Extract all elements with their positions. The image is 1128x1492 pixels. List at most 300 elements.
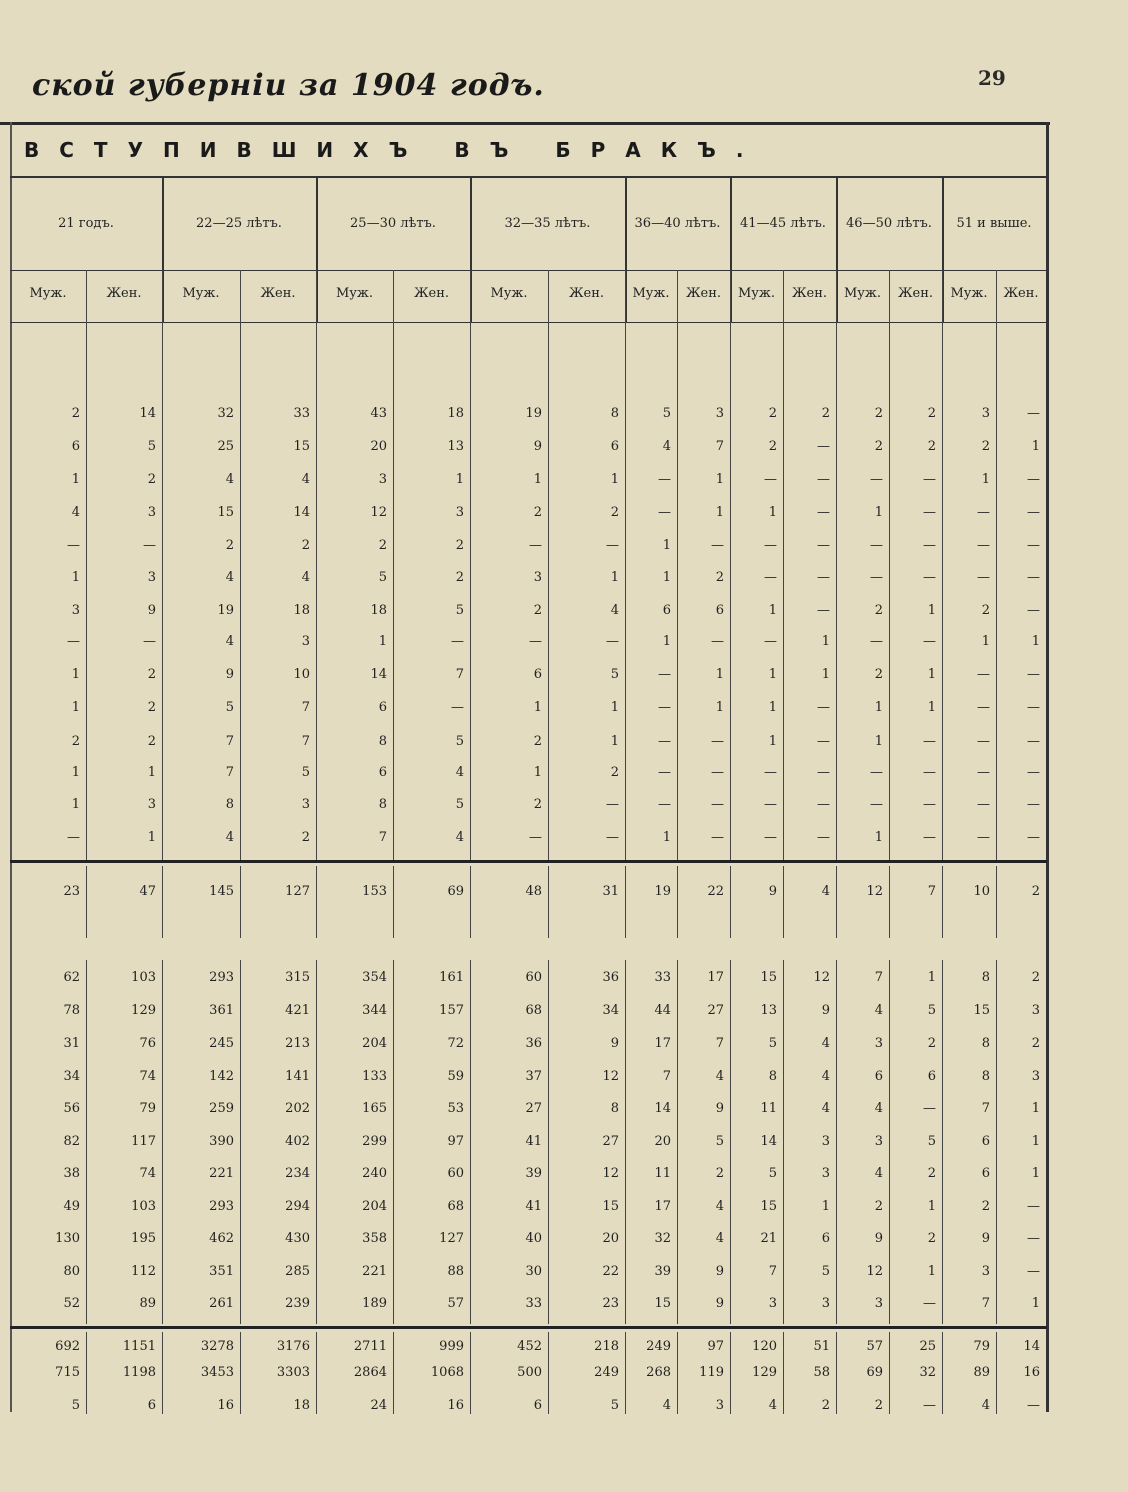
table-cell: 2 [768,439,777,454]
table-cell: 18 [447,406,464,421]
table-cell: 15 [293,439,310,454]
table-cell: 27 [602,1134,619,1149]
sex-column-separator [316,270,317,322]
table-cell: 221 [362,1264,387,1279]
table-cell: 3 [981,406,990,421]
table-cell: 38 [63,1166,80,1181]
table-cell: 2 [927,1036,936,1051]
table-cell: 7 [225,734,234,749]
table-cell: 3 [455,505,464,520]
table-cell: 213 [285,1036,310,1051]
table-cell: 1 [821,667,830,682]
column-rule [393,866,394,938]
table-cell: 245 [209,1036,234,1051]
column-rule [470,866,471,938]
table-cell: 5 [455,797,464,812]
column-rule [240,1332,241,1414]
sex-column-separator [942,270,943,322]
total-cell: 2711 [353,1339,387,1354]
table-cell: 299 [362,1134,387,1149]
table-cell: 4 [821,1069,830,1084]
table-cell: 2 [715,1166,724,1181]
table-cell: — [1027,734,1040,749]
table-cell: 19 [217,603,234,618]
total-cell: — [923,1398,936,1413]
table-cell: 68 [525,1003,542,1018]
table-cell: — [658,734,671,749]
total-cell: 2 [874,1398,883,1413]
table-cell: 2 [610,505,619,520]
total-cell: 25 [919,1339,936,1354]
table-cell: 30 [525,1264,542,1279]
column-rule [86,1332,87,1414]
table-cell: 6 [71,439,80,454]
total-cell: 452 [517,1339,542,1354]
table-cell: 3 [874,1134,883,1149]
table-cell: 103 [131,970,156,985]
table-cell: — [529,830,542,845]
column-rule [889,866,890,938]
table-cell: 40 [525,1231,542,1246]
table-cell: 3 [378,472,387,487]
table-cell: 36 [525,1036,542,1051]
table-cell: 56 [63,1101,80,1116]
table-cell: 127 [439,1231,464,1246]
table-cell: 9 [225,667,234,682]
total-cell: 119 [699,1365,724,1380]
age-group-header: 25—30 лѣтъ. [350,216,436,231]
table-cell: 3 [301,797,310,812]
table-cell: 9 [715,1264,724,1279]
column-rule [240,866,241,938]
table-cell: 3 [147,505,156,520]
column-rule [316,960,317,1324]
table-cell: 5 [768,1036,777,1051]
table-cell: 2 [533,797,542,812]
table-cell: 3 [821,1134,830,1149]
table-cell: — [711,765,724,780]
table-cell: 1 [610,570,619,585]
table-cell: — [923,472,936,487]
table-cell: 4 [715,1199,724,1214]
total-cell: — [1027,1398,1040,1413]
column-rule [548,322,549,860]
table-cell: 15 [602,1199,619,1214]
table-cell: — [606,797,619,812]
table-cell: 4 [225,634,234,649]
table-cell: 1 [71,700,80,715]
table-cell: 3 [874,1036,883,1051]
table-cell: 7 [715,1036,724,1051]
subtotal-cell: 9 [768,884,777,899]
table-cell: — [817,603,830,618]
table-cell: 79 [139,1101,156,1116]
subtotal-cell: 145 [209,884,234,899]
table-cell: 3 [147,570,156,585]
sex-column-separator [783,270,784,322]
table-cell: 5 [455,603,464,618]
table-cell: — [606,830,619,845]
table-cell: — [1027,1264,1040,1279]
total-cell: 6 [147,1398,156,1413]
table-cell: — [1027,406,1040,421]
column-rule [316,866,317,938]
table-cell: 9 [981,1231,990,1246]
table-cell: — [870,634,883,649]
page-title: ской губерніи за 1904 годъ. [32,68,545,103]
table-cell: — [923,570,936,585]
subtotal-cell: 10 [973,884,990,899]
table-cell: — [658,472,671,487]
table-cell: 59 [447,1069,464,1084]
subtotal-cell: 69 [447,884,464,899]
sex-column-separator [677,270,678,322]
table-cell: 5 [768,1166,777,1181]
table-banner: ВСТУПИВШИХЪ ВЪ БРАКЪ. [24,138,764,162]
table-cell: 4 [225,830,234,845]
total-cell: 51 [813,1339,830,1354]
table-cell: 4 [662,439,671,454]
table-cell: 293 [209,970,234,985]
table-cell: 88 [447,1264,464,1279]
table-cell: 5 [715,1134,724,1149]
total-cell: 16 [447,1398,464,1413]
table-cell: 5 [927,1134,936,1149]
table-cell: 6 [378,700,387,715]
table-cell: — [764,830,777,845]
table-cell: — [870,570,883,585]
table-cell: 3 [147,797,156,812]
column-rule [393,960,394,1324]
column-rule [162,866,163,938]
table-cell: 2 [768,406,777,421]
subtotal-cell: 127 [285,884,310,899]
table-cell: 52 [63,1296,80,1311]
total-cell: 500 [517,1365,542,1380]
table-cell: 9 [874,1231,883,1246]
table-cell: 3 [71,603,80,618]
table-cell: — [870,765,883,780]
table-cell: 133 [362,1069,387,1084]
table-cell: 4 [874,1101,883,1116]
table-cell: — [143,538,156,553]
total-cell: 129 [752,1365,777,1380]
table-cell: 2 [147,472,156,487]
table-cell: 3 [1031,1003,1040,1018]
table-cell: 7 [981,1296,990,1311]
table-cell: — [451,700,464,715]
table-cell: 1 [927,603,936,618]
frame-top-rule [0,122,1050,125]
total-cell: 97 [707,1339,724,1354]
table-cell: 82 [63,1134,80,1149]
table-cell: 11 [654,1166,671,1181]
table-cell: 351 [209,1264,234,1279]
table-cell: 8 [610,1101,619,1116]
age-group-header: 51 и выше. [956,216,1032,231]
column-rule [240,960,241,1324]
header-group-rule [10,270,1047,271]
table-cell: 1 [768,505,777,520]
table-cell: 3 [768,1296,777,1311]
sex-column-header: Жен. [568,286,605,301]
total-cell: 1198 [122,1365,156,1380]
table-cell: — [658,797,671,812]
table-cell: — [817,570,830,585]
table-cell: 15 [760,970,777,985]
table-cell: 130 [55,1231,80,1246]
table-cell: 1 [610,472,619,487]
table-cell: — [529,634,542,649]
subtotal-cell: 48 [525,884,542,899]
table-cell: 27 [525,1101,542,1116]
table-cell: 6 [981,1166,990,1181]
table-cell: 1 [147,765,156,780]
table-cell: 285 [285,1264,310,1279]
banner-rule [10,176,1047,178]
sex-column-header: Муж. [632,286,670,301]
table-cell: 12 [602,1069,619,1084]
table-cell: 14 [139,406,156,421]
table-cell: — [1027,472,1040,487]
column-rule [162,322,163,860]
table-cell: 390 [209,1134,234,1149]
table-cell: 4 [455,765,464,780]
table-cell: 1 [715,700,724,715]
table-cell: — [658,765,671,780]
table-cell: 421 [285,1003,310,1018]
age-group-header: 41—45 лѣтъ. [740,216,826,231]
table-cell: 8 [981,1036,990,1051]
table-cell: 1 [981,472,990,487]
table-cell: 2 [71,734,80,749]
table-cell: 31 [63,1036,80,1051]
page-number: 29 [978,66,1006,90]
total-cell: 16 [217,1398,234,1413]
total-cell: 14 [1023,1339,1040,1354]
total-cell: 1068 [430,1365,464,1380]
table-cell: 17 [654,1199,671,1214]
column-rule [942,866,943,938]
table-cell: 5 [821,1264,830,1279]
table-cell: — [977,570,990,585]
table-cell: 2 [821,406,830,421]
table-cell: — [658,700,671,715]
table-cell: — [67,634,80,649]
column-rule [625,866,626,938]
table-cell: 161 [439,970,464,985]
table-cell: — [977,765,990,780]
table-cell: — [977,667,990,682]
table-cell: 23 [602,1296,619,1311]
table-cell: 12 [602,1166,619,1181]
table-cell: — [977,830,990,845]
table-cell: 7 [981,1101,990,1116]
table-cell: 112 [131,1264,156,1279]
total-cell: 2864 [353,1365,387,1380]
sex-column-header: Муж. [843,286,882,301]
column-rule [86,960,87,1324]
table-cell: 189 [362,1296,387,1311]
table-cell: 33 [654,970,671,985]
total-cell: 4 [662,1398,671,1413]
table-cell: 3 [874,1296,883,1311]
table-cell: 8 [610,406,619,421]
sex-column-separator [730,270,731,322]
table-cell: 9 [715,1101,724,1116]
total-cell: 79 [973,1339,990,1354]
column-rule [316,322,317,860]
table-cell: 20 [654,1134,671,1149]
table-cell: 8 [378,797,387,812]
table-cell: 204 [362,1199,387,1214]
table-cell: 2 [981,603,990,618]
table-cell: — [764,570,777,585]
table-cell: 22 [602,1264,619,1279]
table-cell: 12 [813,970,830,985]
subtotal-cell: 2 [1031,884,1040,899]
column-rule [548,1332,549,1414]
table-cell: 80 [63,1264,80,1279]
table-cell: 221 [209,1166,234,1181]
column-rule [316,1332,317,1414]
total-cell: 18 [293,1398,310,1413]
table-cell: — [143,634,156,649]
table-cell: 21 [760,1231,777,1246]
table-cell: 293 [209,1199,234,1214]
table-cell: 9 [533,439,542,454]
table-cell: — [923,830,936,845]
table-cell: 2 [874,1199,883,1214]
table-cell: 12 [370,505,387,520]
table-cell: 3 [821,1166,830,1181]
sex-column-separator [240,270,241,322]
table-cell: 4 [455,830,464,845]
table-cell: — [817,830,830,845]
table-cell: — [658,667,671,682]
table-cell: 68 [447,1199,464,1214]
column-rule [470,1332,471,1414]
table-cell: 57 [447,1296,464,1311]
table-cell: 34 [602,1003,619,1018]
age-group-header: 32—35 лѣтъ. [504,216,591,231]
table-cell: 2 [874,667,883,682]
table-cell: 8 [378,734,387,749]
total-cell: 268 [646,1365,671,1380]
total-cell: 32 [919,1365,936,1380]
table-cell: 41 [525,1134,542,1149]
table-cell: 2 [71,406,80,421]
table-cell: 1 [378,634,387,649]
table-cell: 5 [662,406,671,421]
table-cell: 1 [874,734,883,749]
table-cell: — [1027,765,1040,780]
sex-column-separator [393,270,394,322]
table-cell: — [817,439,830,454]
table-cell: 2 [533,603,542,618]
table-cell: — [870,797,883,812]
subtotal-cell: 22 [707,884,724,899]
table-cell: — [1027,1231,1040,1246]
table-cell: 19 [525,406,542,421]
total-cell: 3176 [276,1339,310,1354]
table-cell: 1 [147,830,156,845]
table-cell: 14 [370,667,387,682]
table-cell: 361 [209,1003,234,1018]
table-cell: 5 [301,765,310,780]
table-cell: 3 [981,1264,990,1279]
table-cell: 20 [602,1231,619,1246]
table-cell: 17 [707,970,724,985]
table-cell: 202 [285,1101,310,1116]
column-rule [548,960,549,1324]
sex-column-header: Жен. [106,286,142,301]
table-cell: 12 [866,1264,883,1279]
sex-column-header: Муж. [737,286,776,301]
table-cell: 195 [131,1231,156,1246]
table-cell: — [923,505,936,520]
table-cell: 13 [447,439,464,454]
table-cell: 27 [707,1003,724,1018]
table-cell: — [451,634,464,649]
table-cell: 89 [139,1296,156,1311]
table-cell: 4 [821,1036,830,1051]
table-cell: 2 [455,570,464,585]
table-cell: 2 [874,439,883,454]
table-cell: 7 [301,700,310,715]
table-cell: 1 [71,765,80,780]
table-cell: — [1027,1199,1040,1214]
table-cell: 7 [715,439,724,454]
table-cell: 13 [760,1003,777,1018]
table-cell: 103 [131,1199,156,1214]
table-cell: 234 [285,1166,310,1181]
subtotal-cell: 7 [927,884,936,899]
table-cell: 18 [293,603,310,618]
table-cell: 259 [209,1101,234,1116]
table-cell: 2 [301,538,310,553]
table-cell: 7 [768,1264,777,1279]
table-cell: 1 [610,700,619,715]
table-cell: — [1027,603,1040,618]
totals-rule [10,1326,1047,1329]
table-cell: 4 [715,1231,724,1246]
table-cell: 1 [662,830,671,845]
table-cell: 240 [362,1166,387,1181]
column-rule [86,866,87,938]
sex-column-header: Жен. [897,286,934,301]
column-rule [470,960,471,1324]
table-cell: 1 [768,734,777,749]
column-rule [677,866,678,938]
table-cell: 6 [533,667,542,682]
table-cell: 165 [362,1101,387,1116]
table-cell: 4 [225,570,234,585]
total-cell: 692 [55,1339,80,1354]
column-rule [470,322,471,860]
table-cell: 1 [1031,1101,1040,1116]
total-cell: 24 [370,1398,387,1413]
table-cell: 78 [63,1003,80,1018]
sex-column-header: Муж. [950,286,988,301]
table-cell: 430 [285,1231,310,1246]
table-cell: 129 [131,1003,156,1018]
column-rule [548,866,549,938]
age-group-header: 22—25 лѣтъ. [196,216,282,231]
sex-column-header: Жен. [413,286,450,301]
table-cell: 8 [981,1069,990,1084]
total-cell: 69 [866,1365,883,1380]
